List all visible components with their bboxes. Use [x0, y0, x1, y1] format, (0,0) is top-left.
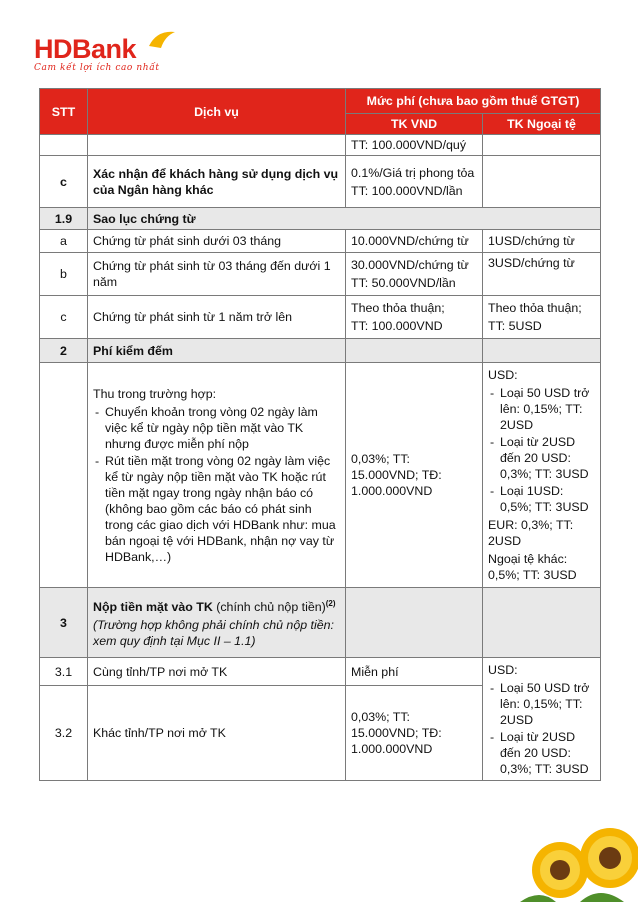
table-row: c Xác nhận để khách hàng sử dụng dịch vụ của Ngân hàng khác 0.1%/Giá trị phong tỏa TT: 100.000VND/lần: [40, 156, 601, 208]
header-fx: TK Ngoại tệ: [483, 114, 601, 135]
list-item: - Loại 50 USD trở lên: 0,15%; TT: 2USD: [488, 385, 595, 433]
table-row: 3.1 Cùng tỉnh/TP nơi mở TK Miễn phí USD: - Loại 50 USD trở lên: 0,15%; TT: 2USD - Loại từ 2USD đến 20 USD: 0,3%; TT: 3USD: [40, 658, 601, 686]
header-vnd: TK VND: [346, 114, 483, 135]
carry-vnd: TT: 100.000VND/quý: [346, 135, 483, 156]
table-row: b Chứng từ phát sinh từ 03 tháng đến dưới 1 năm 30.000VND/chứng từ TT: 50.000VND/lần 3USD/chứng từ: [40, 253, 601, 296]
header-service: Dịch vụ: [88, 89, 346, 135]
brand-tagline: Cam kết lợi ích cao nhất: [34, 63, 160, 73]
header-fee-group: Mức phí (chưa bao gồm thuế GTGT): [346, 89, 601, 114]
list-item: - Rút tiền mặt trong vòng 02 ngày làm việc kể từ ngày nộp tiền mặt vào TK hoặc rút tiền mặt ngay trong ngày nhận báo có (không bao gồm các báo có phát sinh trong các giao dịch với HDBank như: mua bán ngoại tệ với HDBank, nhận nợ vay từ HDBank,…): [93, 453, 340, 565]
section-row: 3 Nộp tiền mặt vào TK (chính chủ nộp tiền)$^{(2)}$ (Trường hợp không phải chính chủ nộp tiền: xem quy định tại Mục II – 1.1): [40, 588, 601, 658]
list-item: - Loại từ 2USD đến 20 USD: 0,3%; TT: 3USD: [488, 729, 595, 777]
list-item: - Loại từ 2USD đến 20 USD: 0,3%; TT: 3USD: [488, 434, 595, 482]
list-item: - Loại 50 USD trở lên: 0,15%; TT: 2USD: [488, 680, 595, 728]
header-stt: STT: [40, 89, 88, 135]
sun-logo-icon: [147, 30, 177, 52]
section-row: 1.9 Sao lục chứng từ: [40, 208, 601, 230]
list-item: - Loại 1USD: 0,5%; TT: 3USD: [488, 483, 595, 515]
list-item: - Chuyển khoản trong vòng 02 ngày làm việc kể từ ngày nộp tiền mặt vào TK nhưng được miễn phí nộp: [93, 404, 340, 452]
table-row: c Chứng từ phát sinh từ 1 năm trở lên Theo thỏa thuận; TT: 100.000VND Theo thỏa thuận; TT: 5USD: [40, 296, 601, 339]
brand-wordmark: HDBank: [34, 34, 137, 64]
hdbank-logo: [34, 34, 160, 73]
section-row: 2 Phí kiểm đếm: [40, 339, 601, 363]
sunflower-decoration-icon: [520, 820, 638, 902]
fee-table: [39, 88, 601, 781]
table-row: Thu trong trường hợp: - Chuyển khoản trong vòng 02 ngày làm việc kể từ ngày nộp tiền mặt vào TK nhưng được miễn phí nộp - Rút tiền mặt trong vòng 02 ngày làm việc kể từ ngày nộp tiền mặt vào TK hoặc rút tiền mặt ngay trong ngày nhận báo có (không bao gồm các báo có phát sinh trong các giao dịch với HDBank như: mua bán ngoại tệ với HDBank, nhận nợ vay từ HDBank,…) 0,03%; TT: 15.000VND; TĐ: 1.000.000VND USD: - Loại 50 USD trở lên: 0,15%; TT: 2USD - Loại từ 2USD đến 20 USD: 0,3%; TT: 3USD - Loại 1USD: 0,5%; TT: 3USD EUR: 0,3%; TT: 2USD Ngoại tệ khác: 0,5%; TT: 3USD: [40, 363, 601, 588]
table-row: a Chứng từ phát sinh dưới 03 tháng 10.000VND/chứng từ 1USD/chứng từ: [40, 230, 601, 253]
table-row: 3.2 Khác tỉnh/TP nơi mở TK 0,03%; TT: 15.000VND; TĐ: 1.000.000VND: [40, 686, 601, 781]
